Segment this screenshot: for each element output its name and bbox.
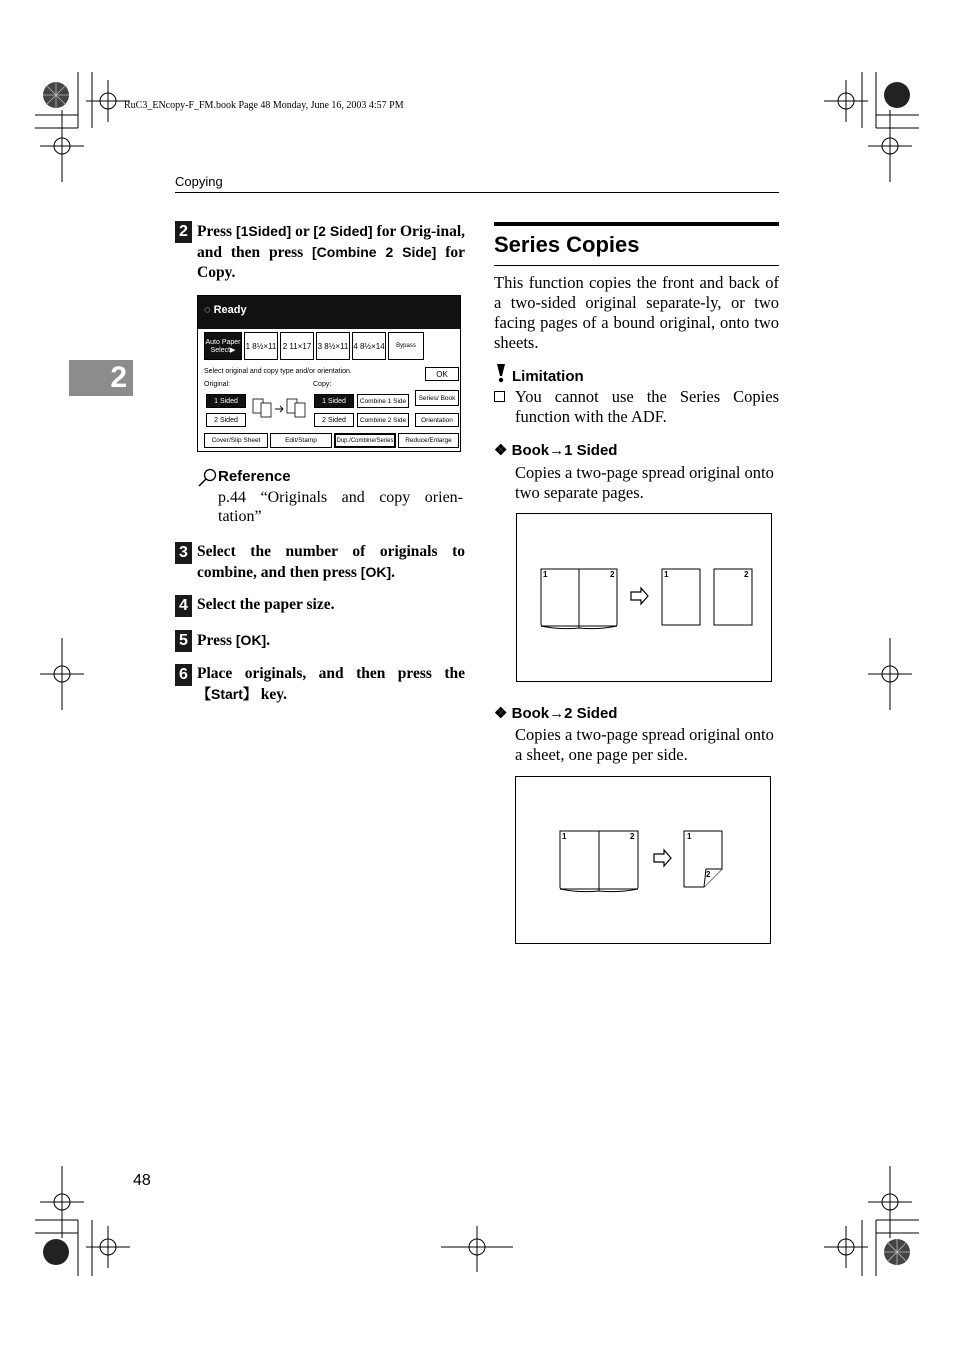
- panel-ok-button: OK: [425, 367, 459, 381]
- fig2-page-label: 1: [562, 832, 567, 841]
- step-text: [197, 595, 465, 615]
- tab-cover-slip-sheet: Cover/Slip Sheet: [204, 433, 268, 448]
- combine-1-side: Combine 1 Side: [357, 394, 409, 408]
- step-4: [175, 595, 465, 615]
- auto-paper-select: Auto Paper Select▶: [204, 332, 242, 360]
- limitation-heading-text: Limitation: [512, 368, 584, 385]
- book-2-sided-text: Copies a two-page spread original onto a sheet, one page per side.: [515, 725, 774, 764]
- book-2-sided-heading: ❖ Book→2 Sided: [494, 705, 618, 722]
- limitation-item: [494, 387, 779, 427]
- section-top-rule: [494, 222, 779, 226]
- header-rule: [175, 192, 779, 193]
- orientation: Orientation: [415, 413, 459, 427]
- step-text-part: .: [391, 564, 395, 581]
- step-number: 6: [175, 664, 192, 686]
- original-1sided: 1 Sided: [206, 394, 246, 408]
- checkbox-bullet-icon: [494, 391, 505, 402]
- panel-status: ◌ Ready: [198, 296, 460, 329]
- reference-block: [197, 468, 463, 526]
- bypass-tray: Bypass: [388, 332, 424, 360]
- tab-dup-combine-series: Dup./Combine/Series: [334, 433, 396, 448]
- fig1-page-label: 2: [610, 570, 615, 579]
- book-to-1sided-diagram: [517, 514, 771, 681]
- copy-2sided: 2 Sided: [314, 413, 354, 427]
- combine-2-side: Combine 2 Side: [357, 413, 409, 427]
- step-text-part: or: [291, 223, 314, 240]
- limitation-text: You cannot use the Series Copies function with the ADF.: [515, 387, 779, 426]
- fig2-page-label: 2: [706, 870, 711, 879]
- tab-edit-stamp: Edit/Stamp: [270, 433, 332, 448]
- paper-tray-3: 3 8½×11: [316, 332, 350, 360]
- key-label: [OK]: [235, 632, 267, 648]
- page-arrow-icon: [252, 397, 308, 423]
- step-text-part: Select the number of originals to combine, and then press: [197, 543, 465, 581]
- step-text: [197, 542, 465, 583]
- tab-reduce-enlarge: Reduce/Enlarge: [398, 433, 459, 448]
- paper-tray-1: 1 8½×11: [244, 332, 278, 360]
- fig2-page-label: 2: [630, 832, 635, 841]
- step-2: [175, 221, 465, 283]
- original-2sided: 2 Sided: [206, 413, 246, 427]
- step-text-part: for Orig-inal, and then press: [197, 223, 466, 261]
- book-2-sided-figure: [515, 776, 771, 944]
- book-to-2sided-diagram: [516, 777, 770, 943]
- step-5: [175, 630, 465, 651]
- step-text-part: for Copy.: [197, 244, 465, 281]
- key-label: [Combine 2 Side]: [312, 244, 437, 260]
- chapter-tab: 2: [69, 360, 133, 396]
- paper-tray-4: 4 8½×14: [352, 332, 386, 360]
- panel-instruction: Select original and copy type and/or orientation.: [204, 368, 352, 375]
- step-number: 3: [175, 542, 192, 564]
- section-bottom-rule: [494, 265, 779, 266]
- key-label: [2 Sided]: [313, 223, 373, 239]
- copier-panel-screenshot: [197, 295, 461, 452]
- reference-heading: Reference: [218, 468, 291, 485]
- book-1-sided-figure: [516, 513, 772, 682]
- step-3: [175, 542, 465, 583]
- book-info: RuC3_ENcopy-F_FM.book Page 48 Monday, June 16, 2003 4:57 PM: [124, 100, 404, 111]
- step-text-part: Place originals, and then press the: [197, 665, 465, 682]
- step-text-part: key.: [256, 686, 288, 703]
- section-intro: This function copies the front and back of a two-sided original separate-ly, or two facing pages of a bound original, onto two sheets.: [494, 273, 779, 352]
- paper-tray-2: 2 11×17: [280, 332, 314, 360]
- step-text-part: Select the paper size.: [197, 596, 335, 613]
- copy-label: Copy:: [313, 381, 332, 388]
- page-number: 48: [133, 1172, 151, 1189]
- book-1-sided-text: Copies a two-page spread original onto two separate pages.: [515, 463, 774, 502]
- fig1-page-label: 2: [744, 570, 749, 579]
- original-label: Original:: [204, 381, 231, 388]
- step-6: [175, 664, 465, 705]
- step-text: [197, 630, 465, 651]
- running-head: Copying: [175, 174, 223, 189]
- section-title: Series Copies: [494, 232, 640, 257]
- magnifier-icon: [197, 468, 219, 488]
- limitation-heading: [494, 363, 779, 385]
- key-label: [1Sided]: [235, 223, 292, 239]
- fig1-page-label: 1: [664, 570, 669, 579]
- status-text: Ready: [213, 304, 247, 316]
- exclamation-icon: [494, 363, 508, 383]
- step-text-part: Press: [197, 223, 236, 240]
- step-text-part: Press: [197, 632, 236, 649]
- fig2-page-label: 1: [687, 832, 692, 841]
- key-label: [OK]: [360, 564, 392, 580]
- step-number: 2: [175, 221, 192, 243]
- copy-1sided: 1 Sided: [314, 394, 354, 408]
- step-number: 5: [175, 630, 192, 652]
- fig1-page-label: 1: [543, 570, 548, 579]
- key-label: 【Start】: [197, 686, 257, 702]
- reference-text: p.44 “Originals and copy orien-tation”: [218, 489, 463, 525]
- book-1-sided-heading: ❖ Book→1 Sided: [494, 442, 618, 459]
- step-text: [197, 664, 465, 705]
- series-book: Series/ Book: [415, 390, 459, 406]
- step-text: [197, 221, 465, 283]
- step-text-part: .: [266, 632, 271, 649]
- step-number: 4: [175, 595, 192, 617]
